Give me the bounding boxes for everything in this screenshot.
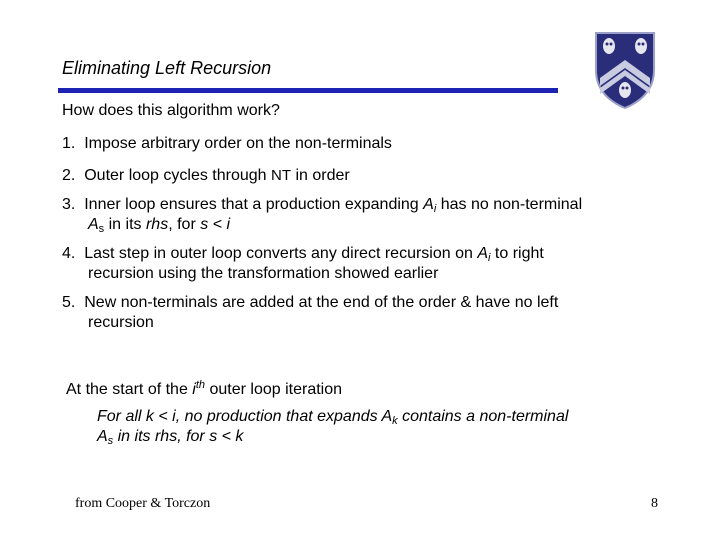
invariant-text: For all k < i, no production that expands A: [97, 408, 393, 425]
item-text: , for: [168, 216, 201, 233]
symbol-a: A: [477, 245, 489, 262]
footer-credit: from Cooper & Torczon: [75, 496, 211, 511]
condition: s < i: [200, 216, 231, 233]
symbol-a: A: [88, 216, 99, 233]
item-text: Last step in outer loop converts any direct recursion on: [84, 245, 478, 262]
intro-question: How does this algorithm work?: [62, 102, 280, 119]
symbol-a: A: [423, 196, 434, 213]
item-text-line2: recursion using the transformation showed earlier: [88, 265, 439, 282]
item-text: Impose arbitrary order on the non-terminals: [84, 135, 392, 152]
invariant-text: in its rhs, for s < k: [113, 428, 244, 445]
subscript-i: i: [433, 203, 437, 215]
item-text-end: in order: [291, 167, 350, 184]
list-item: [62, 244, 544, 284]
subscript-k: k: [392, 415, 398, 427]
list-item: [62, 293, 558, 333]
symbol-a: A: [97, 428, 108, 445]
item-text-end: to right: [490, 245, 544, 262]
list-item: [62, 134, 392, 154]
item-number: 1.: [62, 135, 76, 152]
item-text-end: has no non-terminal: [436, 196, 583, 213]
invariant-statement: [97, 407, 568, 447]
item-text: New non-terminals are added at the end of the order & have no left: [84, 294, 559, 311]
item-number: 3.: [62, 196, 76, 213]
superscript-th: th: [195, 379, 206, 391]
subscript-i: i: [488, 252, 491, 264]
subscript-s: s: [98, 223, 105, 235]
title-underline: [58, 88, 558, 93]
item-number: 2.: [62, 167, 76, 184]
item-text: Outer loop cycles through: [84, 167, 271, 184]
item-number: 4.: [62, 245, 76, 262]
nt-term: NT: [271, 167, 291, 184]
slide-title: Eliminating Left Recursion: [62, 58, 272, 78]
item-text: in its: [104, 216, 146, 233]
invariant-heading: [66, 380, 342, 400]
heading-text: At the start of the: [66, 381, 193, 398]
item-text: Inner loop ensures that a production expanding: [84, 196, 424, 213]
page-number: 8: [651, 496, 658, 511]
invariant-text: contains a non-terminal: [397, 408, 569, 425]
heading-text-end: outer loop iteration: [205, 381, 343, 398]
list-item: [62, 195, 582, 235]
rhs-term: rhs: [145, 216, 169, 233]
item-number: 5.: [62, 294, 76, 311]
symbol-i: i: [192, 381, 196, 398]
subscript-s: s: [107, 435, 114, 447]
university-shield-icon: [592, 30, 658, 110]
list-item: [62, 166, 350, 186]
item-text-line2: recursion: [88, 314, 154, 331]
